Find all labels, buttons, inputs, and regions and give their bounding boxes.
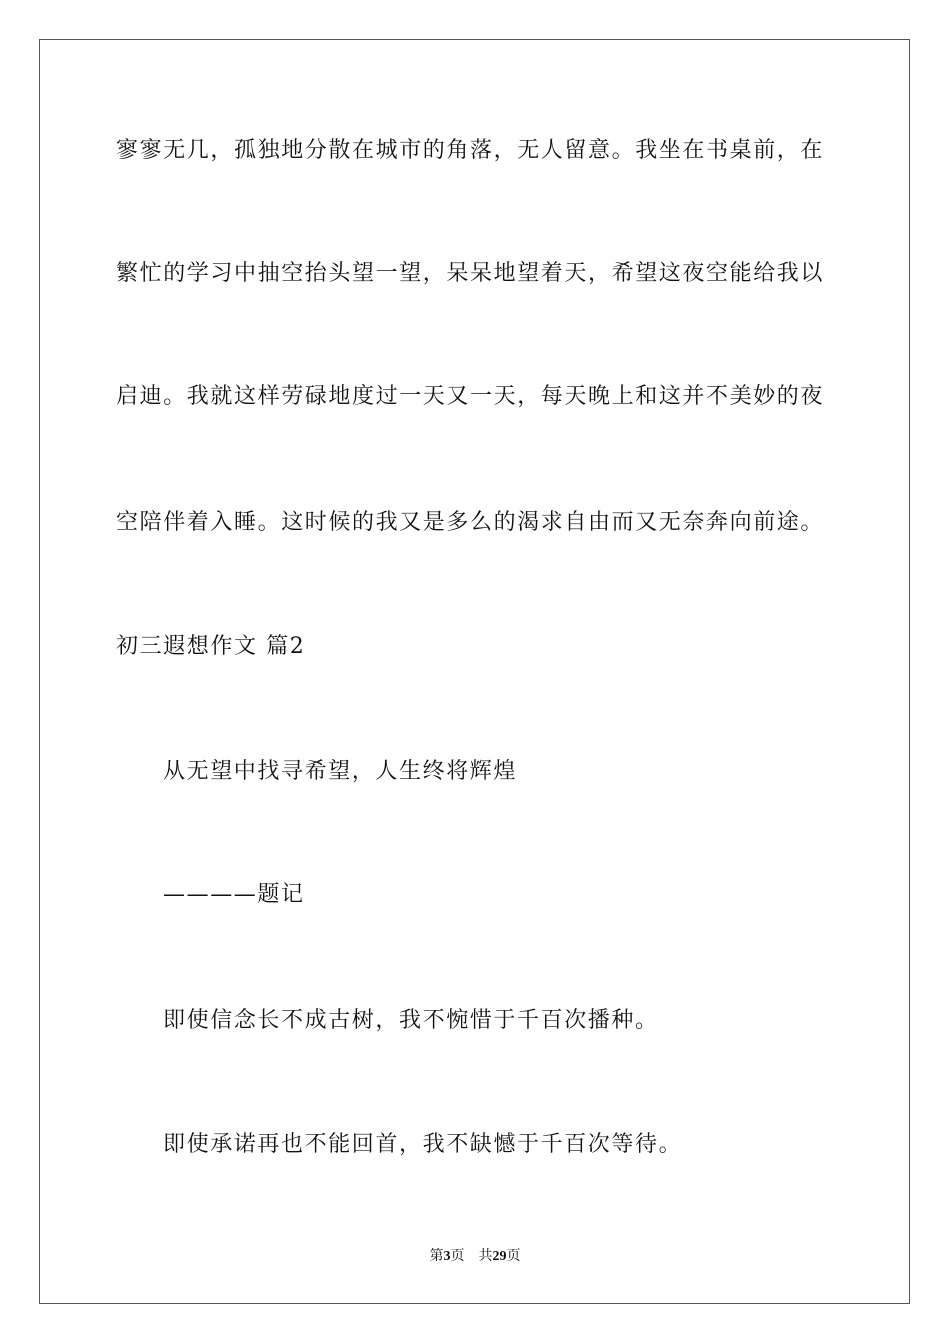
current-page-number: 3	[443, 1249, 451, 1264]
essay-title: 从无望中找寻希望，人生终将辉煌	[163, 759, 518, 784]
paragraph-line-2: 繁忙的学习中抽空抬头望一望，呆呆地望着天，希望这夜空能给我以	[116, 261, 825, 286]
page-footer	[0, 1247, 950, 1267]
paragraph-line-3: 启迪。我就这样劳碌地度过一天又一天，每天晚上和这并不美妙的夜	[116, 384, 825, 409]
body-line-1: 即使信念长不成古树，我不惋惜于千百次播种。	[163, 1008, 659, 1033]
section-heading: 初三遐想作文 篇2	[116, 634, 306, 659]
total-suffix: 页	[506, 1249, 521, 1264]
page-suffix: 页	[450, 1249, 465, 1264]
page-border	[39, 39, 910, 1304]
epigraph: ————题记	[163, 882, 305, 907]
paragraph-line-1: 寥寥无几，孤独地分散在城市的角落，无人留意。我坐在书桌前，在	[116, 138, 825, 163]
page-prefix: 第	[429, 1249, 444, 1264]
paragraph-line-4: 空陪伴着入睡。这时候的我又是多么的渴求自由而又无奈奔向前途。	[116, 510, 825, 535]
body-line-2: 即使承诺再也不能回首，我不缺憾于千百次等待。	[163, 1132, 683, 1157]
total-prefix: 共	[478, 1249, 493, 1264]
total-page-number: 29	[492, 1249, 507, 1264]
